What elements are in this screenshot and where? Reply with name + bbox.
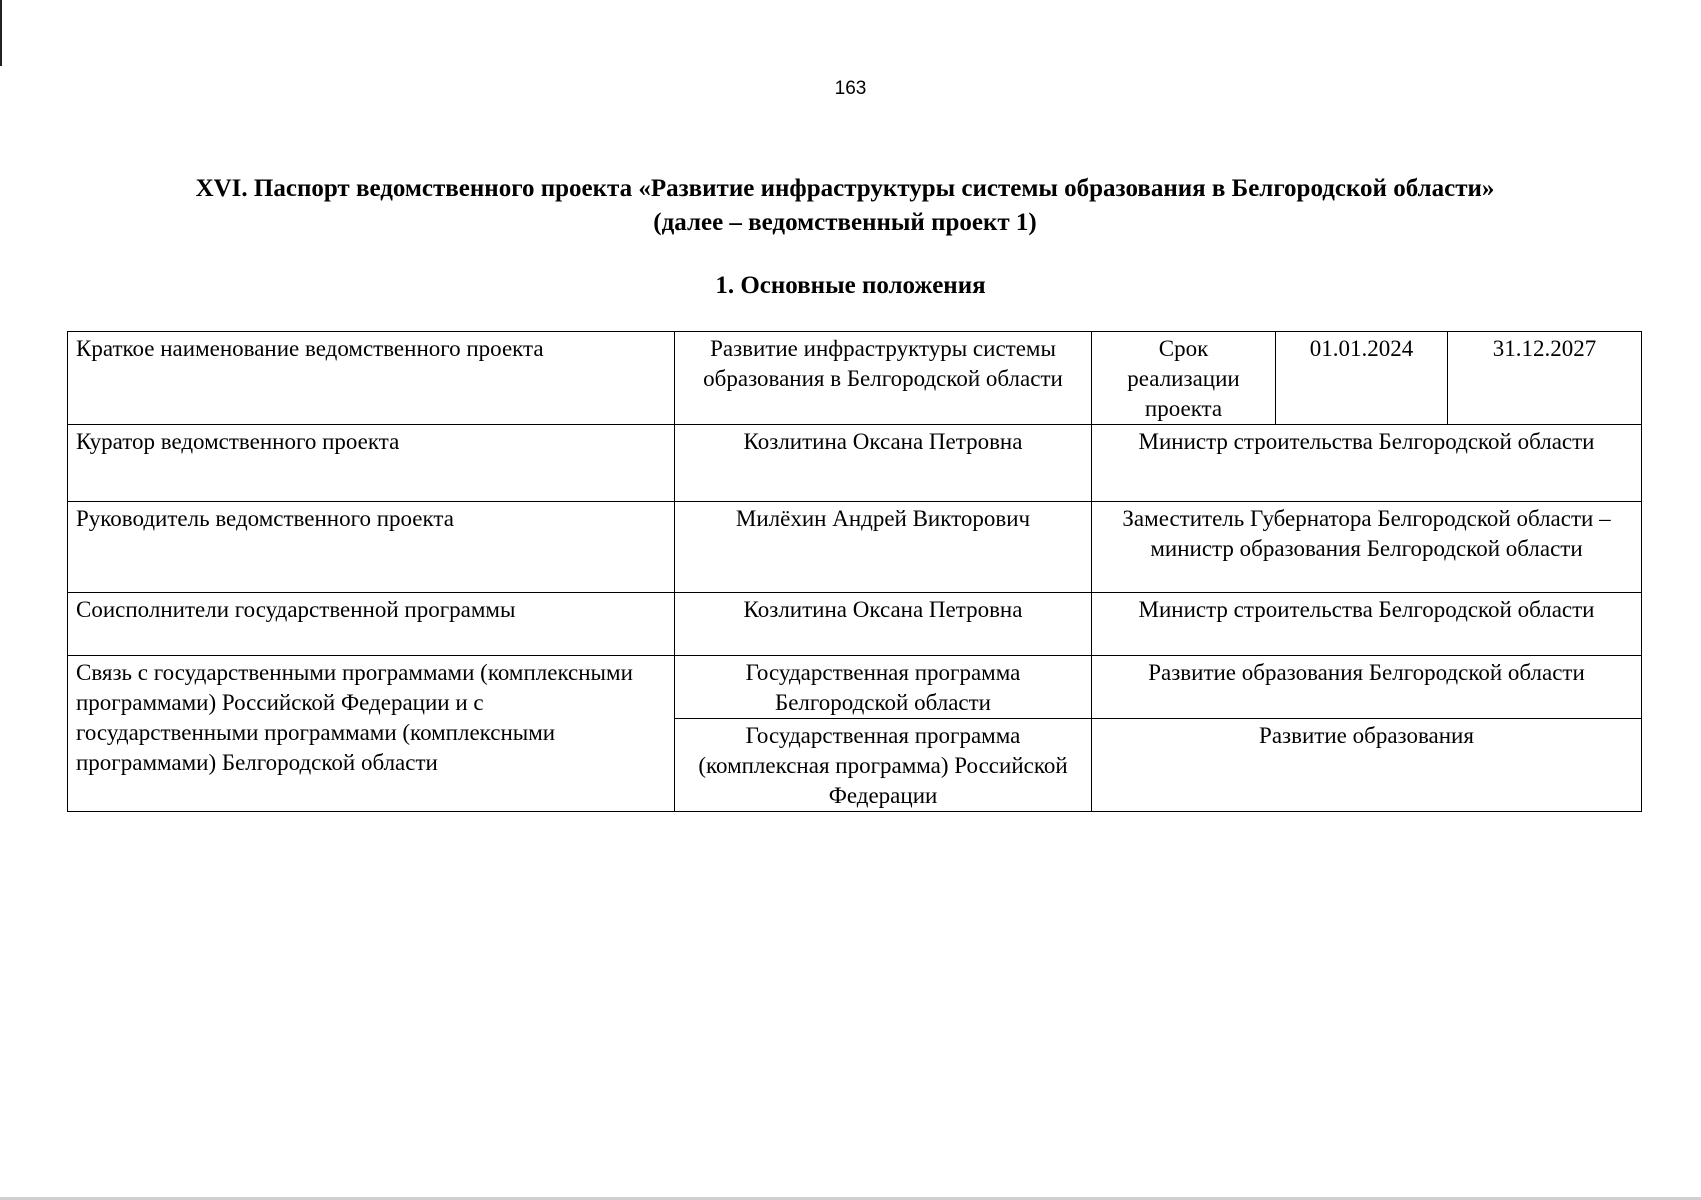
curator-position: Министр строительства Белгородской области <box>1092 425 1642 502</box>
term-label: Срок реализации проекта <box>1092 332 1276 425</box>
head-label: Руководитель ведомственного проекта <box>68 502 675 593</box>
program-1-type: Государственная программа Белгородской области <box>675 656 1092 719</box>
head-position: Заместитель Губернатора Белгородской области – министр образования Белгородской области <box>1092 502 1642 593</box>
section-title: 1. Основные положения <box>715 272 986 299</box>
document-title-line-2: (далее – ведомственный проект 1) <box>653 209 1037 236</box>
table-row-short-name <box>68 332 1642 425</box>
coexecutors-name: Козлитина Оксана Петровна <box>675 593 1092 656</box>
short-name-label: Краткое наименование ведомственного проекта <box>68 332 675 425</box>
program-2-type: Государственная программа (комплексная программа) Российской Федерации <box>675 719 1092 812</box>
end-date: 31.12.2027 <box>1448 332 1642 425</box>
page-number: 163 <box>834 78 867 99</box>
start-date: 01.01.2024 <box>1276 332 1448 425</box>
table-row-curator <box>68 425 1642 502</box>
program-links-label: Связь с государственными программами (комплексными программами) Российской Федерации и с государственными программами (комплексными программами) Белгородской области <box>68 656 675 812</box>
table-row-head <box>68 502 1642 593</box>
curator-label: Куратор ведомственного проекта <box>68 425 675 502</box>
curator-name: Козлитина Оксана Петровна <box>675 425 1092 502</box>
coexecutors-label: Соисполнители государственной программы <box>68 593 675 656</box>
scan-edge-left <box>0 0 2 66</box>
program-1-name: Развитие образования Белгородской области <box>1092 656 1642 719</box>
coexecutors-position: Министр строительства Белгородской области <box>1092 593 1642 656</box>
head-name: Милёхин Андрей Викторович <box>675 502 1092 593</box>
table-row-coexecutors <box>68 593 1642 656</box>
passport-table <box>67 331 1642 812</box>
document-title-line-1: XVI. Паспорт ведомственного проекта «Развитие инфраструктуры системы образования в Белгородской области» <box>195 175 1495 202</box>
program-2-name: Развитие образования <box>1092 719 1642 812</box>
document-title <box>80 172 1610 240</box>
table-row-program-links-1 <box>68 656 1642 719</box>
short-name-value: Развитие инфраструктуры системы образования в Белгородской области <box>675 332 1092 425</box>
